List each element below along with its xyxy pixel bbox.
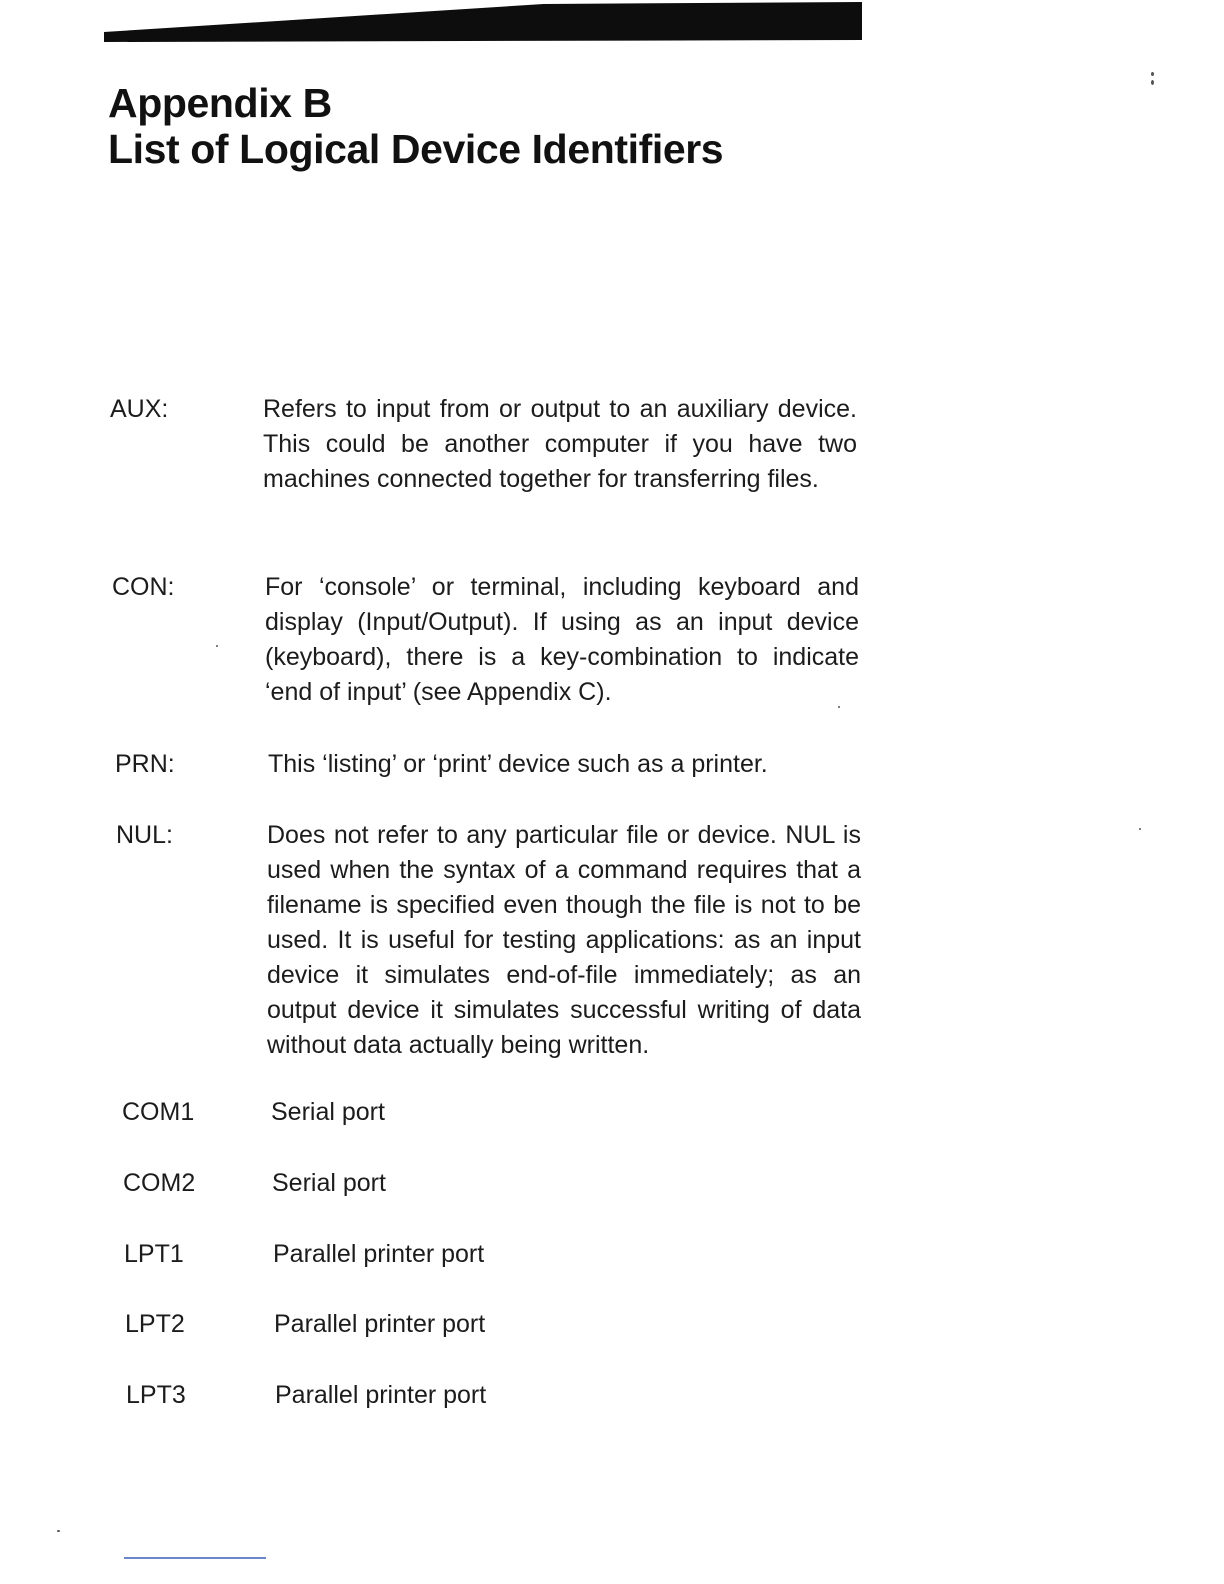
device-term: COM1 [122,1098,195,1126]
device-description: Refers to input from or output to an auxiliary device. This could be another computer if you have two machines connected together for transferring files. [263,395,857,493]
device-description: This ‘listing’ or ‘print’ device such as a printer. [268,750,768,778]
device-term: NUL: [116,821,173,849]
device-term: LPT2 [125,1310,185,1338]
device-description: For ‘console’ or terminal, including keyboard and display (Input/Output). If using as an input device (keyboard), there is a key-combination to indicate ‘end of input’ (see Appendix C). [265,573,859,706]
scan-speck [57,1530,60,1532]
device-description: Parallel printer port [273,1240,485,1268]
device-term: CON: [112,573,175,601]
device-description: Serial port [271,1098,385,1126]
header-rule [104,2,862,42]
device-term: LPT1 [124,1240,184,1268]
appendix-label: Appendix B [108,80,332,126]
scan-speck [216,645,218,647]
device-description: Does not refer to any particular file or device. NUL is used when the syntax of a command requires that a filename is specified even though the file is not to be used. It is useful for testing applications: as an input device it simulates end-of-file immediately; as an output device it simulates successful writing of data without data actually being written. [267,821,861,1059]
scan-speck [838,706,840,708]
scan-speck [1151,80,1154,85]
device-term: COM2 [123,1169,196,1197]
device-term: PRN: [115,750,175,778]
scan-speck [1139,828,1141,830]
device-description: Parallel printer port [275,1381,487,1409]
footer-rule [124,1557,266,1559]
device-term: LPT3 [126,1381,186,1409]
device-term: AUX: [110,395,169,423]
device-description: Parallel printer port [274,1310,486,1338]
appendix-title: List of Logical Device Identifiers [108,126,724,172]
scan-speck [1151,72,1154,76]
page-title [108,80,723,172]
device-description: Serial port [272,1169,386,1197]
